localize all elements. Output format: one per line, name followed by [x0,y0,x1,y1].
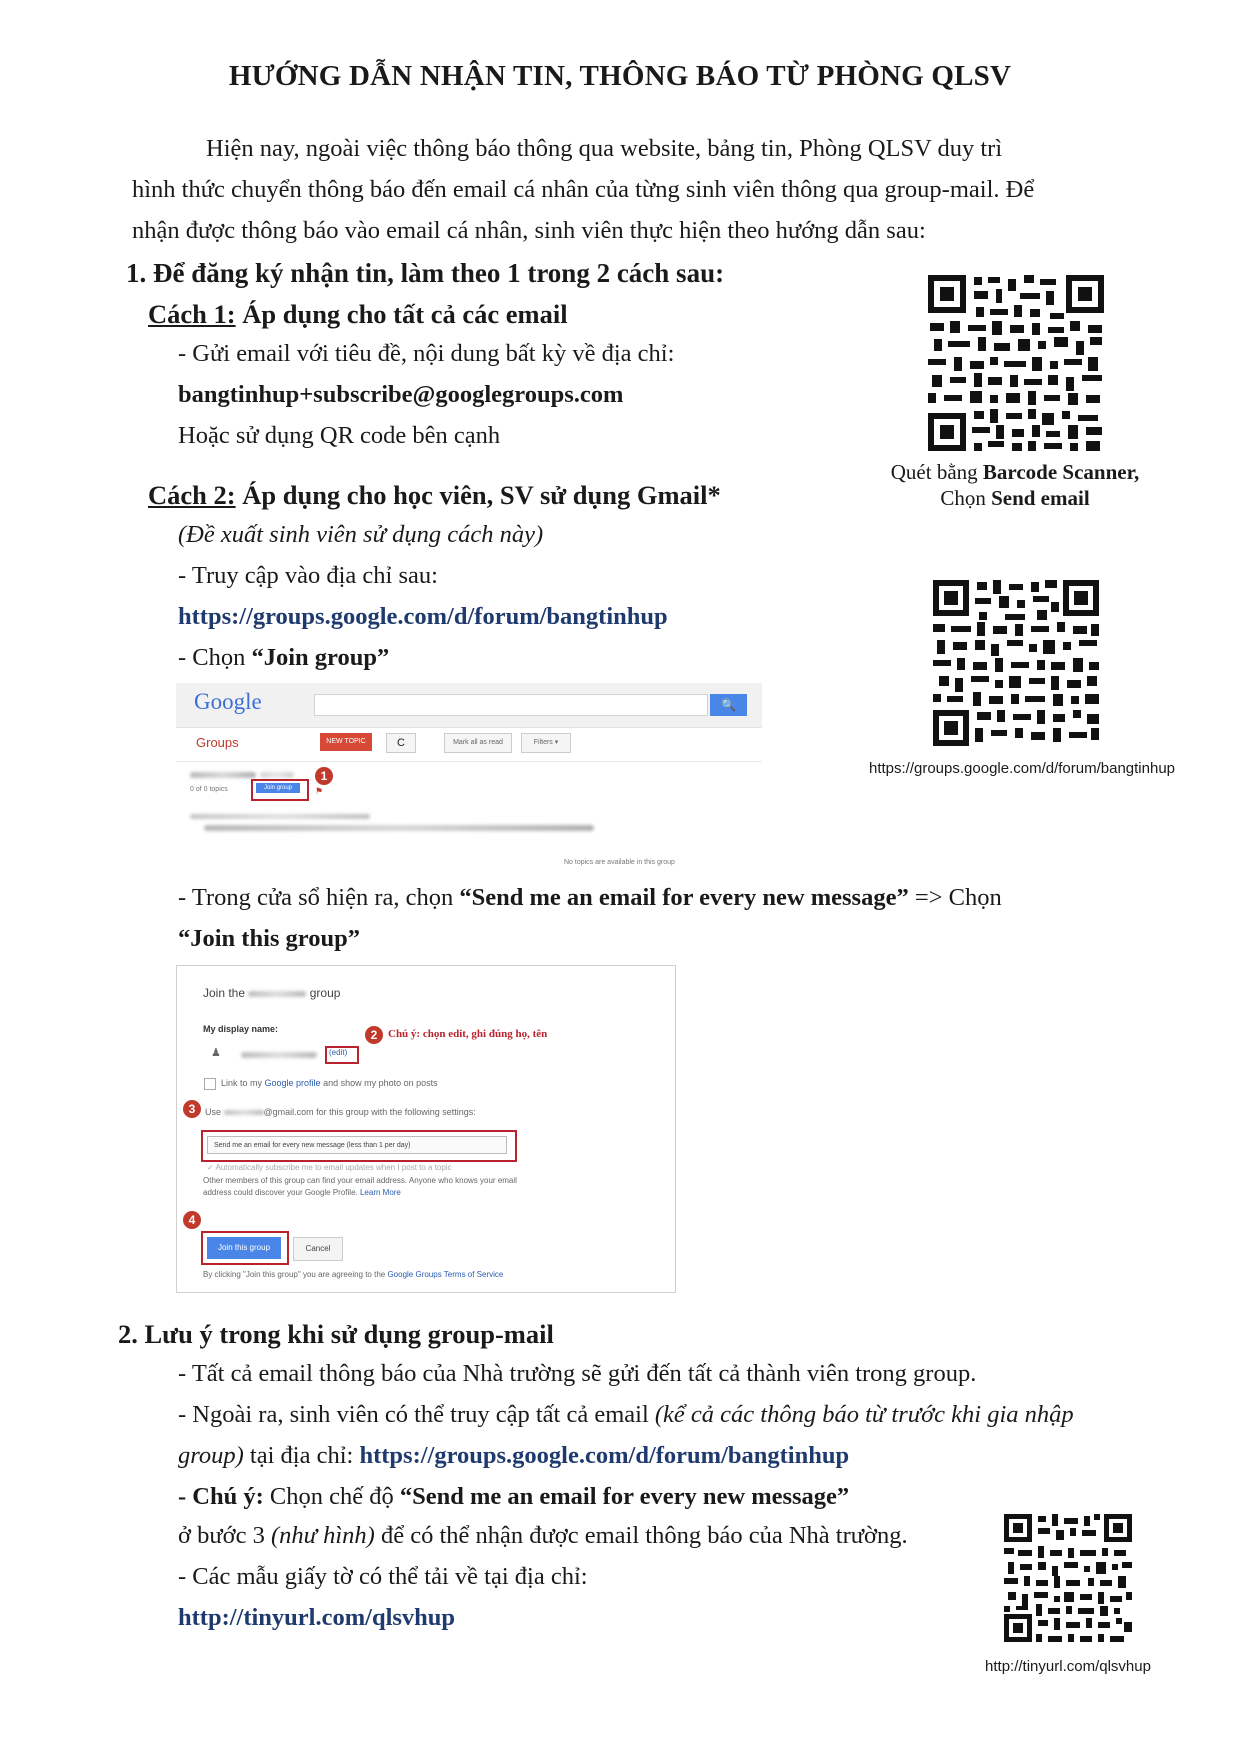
method1-title: Áp dụng cho tất cả các email [235,299,568,329]
blurred-group-desc [260,772,294,778]
method1-heading [148,299,568,330]
qr-code-subscribe-email [928,275,1104,451]
cancel-button[interactable]: Cancel [293,1237,343,1261]
step-suffix: để có thể nhận được email thông báo của Nhà trường. [374,1522,908,1549]
email-frequency-select[interactable]: Send me an email for every new message (less than 1 per day) [207,1136,507,1154]
refresh-icon[interactable]: C [386,733,416,753]
step-italic: (như hình) [270,1522,375,1549]
section2-note [178,1483,849,1511]
note-quote: “Send me an email for every new message” [399,1483,850,1510]
topics-count: 0 of 0 topics [190,786,228,793]
qr1-caption-prefix2: Chọn [940,486,992,510]
section2-heading: 2. Lưu ý trong khi sử dụng group-mail [118,1319,554,1349]
terms-text [203,1270,503,1279]
new-topic-button[interactable]: NEW TOPIC [320,733,372,751]
person-icon: ♟ [211,1047,221,1059]
line3-italic: group) [178,1442,244,1469]
auto-subscribe-text: ✓ Automatically subscribe me to email updates when I post to a topic [207,1163,452,1172]
use-suffix: @gmail.com for this group with the following settings: [263,1107,476,1117]
method1-label: Cách 1: [148,299,236,329]
flag-icon: ⚑ [315,786,324,796]
step-2-badge: 2 [365,1026,383,1044]
method1-line3: Hoặc sử dụng QR code bên cạnh [178,422,501,449]
privacy-line-2 [203,1188,401,1197]
join-the-text: Join the [203,986,246,1000]
choose-join-group-bold: “Join group” [251,644,390,671]
mark-all-read-button[interactable]: Mark all as read [444,733,512,753]
screenshot-google-groups [176,683,762,873]
link-profile-text [221,1078,438,1088]
qr1-caption [860,459,1170,511]
send-me-email-option: “Send me an email for every new message” [459,884,909,911]
filters-button[interactable]: Filters ▾ [521,733,571,753]
step-3-badge: 3 [183,1100,201,1118]
groups-top-bar [176,683,762,728]
join-this-group-text: “Join this group” [178,925,360,952]
page-title: HƯỚNG DẪN NHẬN TIN, THÔNG BÁO TỪ PHÒNG QLSV [228,60,1012,92]
method2-note: (Đề xuất sinh viên sử dụng cách này) [178,521,544,548]
qr-code-groups-url [933,580,1099,746]
method1-email[interactable]: bangtinhup+subscribe@googlegroups.com [178,381,624,408]
privacy-line-1: Other members of this group can find your email address. Anyone who knows your email [203,1176,517,1185]
blurred-group [248,991,306,997]
link-prefix: Link to my [221,1078,265,1088]
groups-url-link-2[interactable]: https://groups.google.com/d/forum/bangtinhup [359,1442,850,1469]
no-topics-message: No topics are available in this group [564,859,675,866]
search-button[interactable]: 🔍 [710,694,747,716]
link-suffix: and show my photo on posts [320,1078,438,1088]
google-logo: Google [194,689,262,714]
method2-title: Áp dụng cho học viên, SV sử dụng Gmail* [235,480,721,510]
join-the-label [203,986,340,1000]
qr1-caption-prefix: Quét bằng [890,460,983,484]
use-prefix: Use [205,1107,222,1117]
link-profile-checkbox[interactable] [204,1078,216,1090]
method1-line1: - Gửi email với tiêu đề, nội dung bất kỳ về địa chỉ: [178,340,675,367]
method2-line1: - Truy cập vào địa chỉ sau: [178,562,438,589]
qr1-caption-bold2: Send email [991,486,1090,510]
terms-prefix: By clicking "Join this group" you are agreeing to the [203,1270,388,1279]
section1-heading: 1. Để đăng ký nhận tin, làm theo 1 trong 2 cách sau: [126,258,725,288]
choose-prefix: - Chọn [178,644,252,671]
step-4-badge: 4 [183,1211,201,1229]
groups-label: Groups [196,735,239,750]
line3-mid: tại địa chỉ: [243,1442,360,1469]
intro-line-3: nhận được thông báo vào email cá nhân, sinh viên thực hiện theo hướng dẫn sau: [132,217,926,244]
choose-join-group [178,644,389,672]
method2-heading [148,480,721,511]
qr3-caption: http://tinyurl.com/qlsvhup [985,1658,1151,1675]
section2-line2 [178,1401,1074,1429]
qr-code-tinyurl [1004,1514,1132,1642]
step-prefix: ở bước 3 [178,1522,271,1549]
display-name-label: My display name: [203,1024,279,1034]
blurred-line-1 [190,814,370,819]
note-bold: - Chú ý: [178,1483,264,1510]
group-text: group [309,986,341,1000]
intro-line-1: Hiện nay, ngoài việc thông báo thông qua website, bảng tin, Phòng QLSV duy trì [206,135,1003,162]
qr2-caption: https://groups.google.com/d/forum/bangtinhup [868,760,1176,777]
groups-url-link[interactable]: https://groups.google.com/d/forum/bangtinhup [178,603,668,630]
line2-prefix: - Ngoài ra, sinh viên có thể truy cập tất cả email [178,1401,655,1428]
learn-more-link[interactable]: Learn More [359,1188,401,1197]
blurred-email [224,1110,264,1115]
google-profile-link[interactable]: Google profile [264,1078,321,1088]
method2-label: Cách 2: [148,480,236,510]
divider [176,761,762,762]
edit-note: Chú ý: chọn edit, ghi đúng họ, tên [388,1028,548,1040]
section2-line1: - Tất cả email thông báo của Nhà trường sẽ gửi đến tất cả thành viên trong group. [178,1360,977,1387]
step-1-badge: 1 [315,767,333,785]
tinyurl-link[interactable]: http://tinyurl.com/qlsvhup [178,1604,456,1631]
section2-line3 [178,1442,849,1470]
section2-step3 [178,1522,908,1550]
window-suffix: => Chọn [908,884,1002,911]
blurred-display-name [241,1052,317,1058]
window-instruction [178,884,1002,912]
blurred-group-name [190,772,256,778]
edit-link[interactable]: (edit) [329,1048,348,1057]
groups-search-input[interactable] [314,694,708,716]
note-mid: Chọn chế độ [263,1483,400,1510]
blurred-line-2 [204,825,594,831]
join-this-group-button[interactable]: Join this group [207,1237,281,1259]
privacy-prefix: address could discover your Google Profile. [203,1188,360,1197]
join-group-button[interactable]: Join group [256,783,300,793]
section2-forms: - Các mẫu giấy tờ có thể tải về tại địa chỉ: [178,1563,588,1590]
line2-italic: (kể cả các thông báo từ trước khi gia nhập [654,1401,1074,1428]
window-prefix: - Trong cửa sổ hiện ra, chọn [178,884,460,911]
intro-line-2: hình thức chuyển thông báo đến email cá nhân của từng sinh viên thông qua group-mail. Để [132,176,1035,203]
use-settings-text [205,1107,476,1117]
screenshot-join-dialog [176,965,676,1293]
qr1-caption-bold: Barcode Scanner, [982,460,1140,484]
terms-link[interactable]: Google Groups Terms of Service [387,1270,504,1279]
